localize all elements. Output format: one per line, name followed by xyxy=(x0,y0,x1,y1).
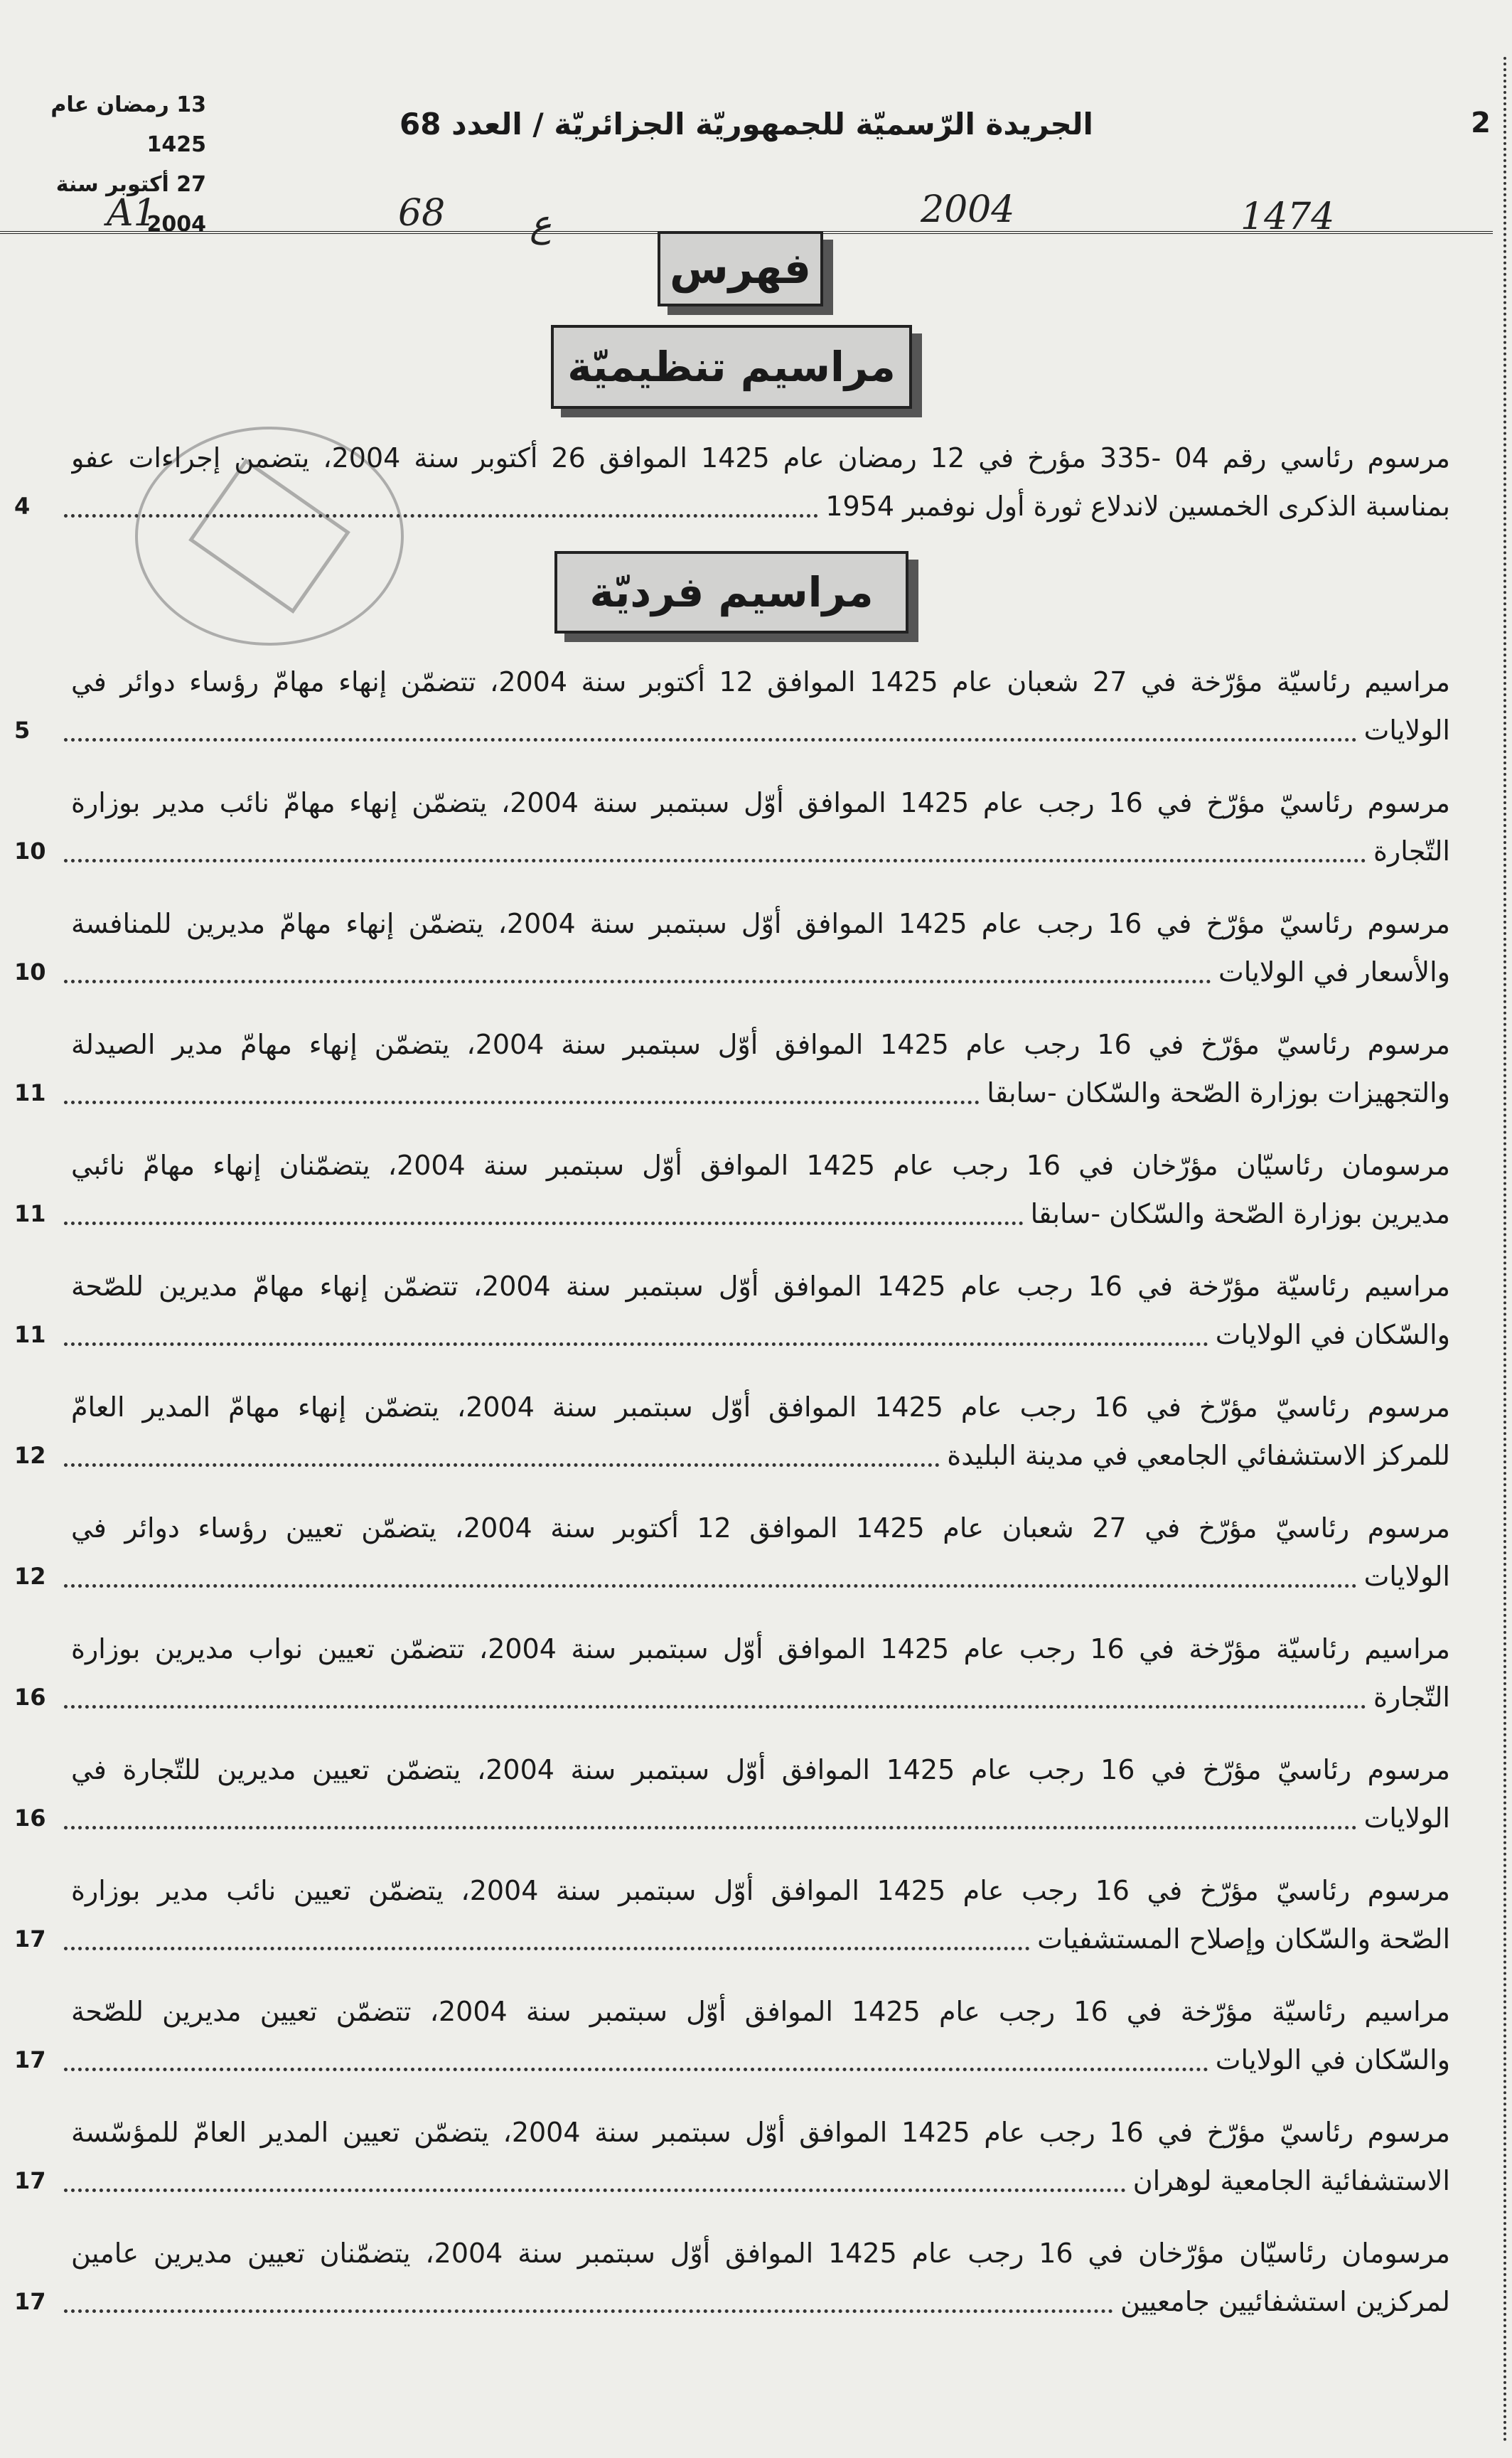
toc-entry-continuation xyxy=(57,482,1450,530)
toc-page-number: 17 xyxy=(14,2167,46,2194)
toc-entry-continuation xyxy=(57,1794,1450,1842)
toc-entry-subtitle: والأسعار في الولايات xyxy=(1218,956,1450,988)
regulatory-section-title: مراسيم تنظيميّة xyxy=(551,325,912,409)
toc-entry-subtitle: الولايات xyxy=(1363,715,1450,746)
toc-entry xyxy=(14,1141,1450,1241)
handwritten-note-4: 2004 xyxy=(921,188,1015,231)
toc-entry-title: مراسيم رئاسيّة مؤرّخة في 27 شعبان عام 1425 الموافق 12 أكتوبر سنة 2004، تتضمّن إنهاء مهامّ رؤساء دوائر في xyxy=(71,666,1450,698)
toc-entry xyxy=(14,779,1450,878)
leader-dots xyxy=(64,2189,1126,2192)
leader-dots xyxy=(64,1222,1024,1225)
toc-entry-title: مرسومان رئاسيّان مؤرّخان في 16 رجب عام 1425 الموافق أوّل سبتمبر سنة 2004، يتضمّنان إنهاء مهامّ نائبي xyxy=(71,1150,1450,1181)
hijri-date: 13 رمضان عام 1425 xyxy=(50,92,206,157)
toc-entry xyxy=(14,1625,1450,1724)
leader-dots xyxy=(64,1342,1208,1346)
toc-entry xyxy=(14,1383,1450,1482)
handwritten-note-1: A1 xyxy=(107,192,157,235)
toc-page-number: 10 xyxy=(14,958,46,985)
toc-entry xyxy=(14,1262,1450,1362)
leader-dots xyxy=(64,980,1211,983)
toc-page-number: 17 xyxy=(14,1925,46,1952)
toc-entry-continuation xyxy=(57,827,1450,875)
leader-dots xyxy=(64,859,1366,862)
gregorian-date: 27 أكتوبر سنة 2004 xyxy=(55,172,206,237)
toc-entry-continuation xyxy=(57,2277,1450,2326)
toc-entry-subtitle: الصّحة والسّكان وإصلاح المستشفيات xyxy=(1037,1923,1450,1955)
leader-dots xyxy=(64,1705,1366,1709)
toc-entry-subtitle: والسّكان في الولايات xyxy=(1215,1319,1450,1350)
leader-dots xyxy=(64,1584,1357,1588)
toc-entry-subtitle: للمركز الاستشفائي الجامعي في مدينة البليدة xyxy=(947,1440,1450,1471)
toc-page-number: 10 xyxy=(14,838,46,865)
toc-entry-continuation xyxy=(57,1431,1450,1480)
toc-entry-title: مراسيم رئاسيّة مؤرّخة في 16 رجب عام 1425 الموافق أوّل سبتمبر سنة 2004، تتضمّن تعيين مديرين للصّحة xyxy=(71,1996,1450,2027)
toc-page-number: 5 xyxy=(14,717,31,744)
leader-dots xyxy=(64,1826,1357,1829)
toc-entry-subtitle: بمناسبة الذكرى الخمسين لاندلاع ثورة أول نوفمبر 1954 xyxy=(825,491,1450,522)
journal-title: الجريدة الرّسميّة للجمهوريّة الجزائريّة / العدد 68 xyxy=(400,107,1093,141)
toc-entry-continuation xyxy=(57,948,1450,996)
toc-page-number: 17 xyxy=(14,2046,46,2073)
toc-entry-subtitle: والتجهيزات بوزارة الصّحة والسّكان -سابقا xyxy=(987,1077,1450,1108)
leader-dots xyxy=(64,1947,1030,1950)
toc-entry-title: مراسيم رئاسيّة مؤرّخة في 16 رجب عام 1425 الموافق أوّل سبتمبر سنة 2004، تتضمّن إنهاء مهامّ مديرين للصّحة xyxy=(71,1271,1450,1302)
toc-entry-subtitle: التّجارة xyxy=(1373,835,1450,867)
toc-entry-subtitle: التّجارة xyxy=(1373,1682,1450,1713)
leader-dots xyxy=(64,738,1357,742)
toc-entry-continuation xyxy=(57,2157,1450,2205)
toc-entry-continuation xyxy=(57,1552,1450,1601)
toc-page-number: 16 xyxy=(14,1805,46,1832)
handwritten-note-3: ع xyxy=(530,203,552,245)
toc-entry-title: مرسوم رئاسيّ مؤرّخ في 16 رجب عام 1425 الموافق أوّل سبتمبر سنة 2004، يتضمّن إنهاء مهامّ المدير العامّ xyxy=(71,1391,1450,1423)
toc-entry xyxy=(14,1504,1450,1603)
toc-entry-title: مرسوم رئاسي رقم 04 -335 مؤرخ في 12 رمضان عام 1425 الموافق 26 أكتوبر سنة 2004، يتضمن إجراءات عفو xyxy=(71,442,1450,474)
toc-page-number: 11 xyxy=(14,1079,46,1106)
issue-date xyxy=(0,85,206,245)
toc-entry xyxy=(14,1020,1450,1120)
handwritten-note-5: 1474 xyxy=(1240,196,1335,238)
toc-entry-title: مرسوم رئاسيّ مؤرّخ في 16 رجب عام 1425 الموافق أوّل سبتمبر سنة 2004، يتضمّن إنهاء مهامّ مديرين للمنافسة xyxy=(71,908,1450,939)
toc-entry-subtitle: والسّكان في الولايات xyxy=(1215,2044,1450,2075)
toc-entry-title: مرسوم رئاسيّ مؤرّخ في 16 رجب عام 1425 الموافق أوّل سبتمبر سنة 2004، يتضمّن تعيين مديرين للتّجارة في xyxy=(71,1754,1450,1785)
leader-dots xyxy=(64,2309,1113,2313)
toc-entry xyxy=(14,2108,1450,2208)
index-title-box: فهرس xyxy=(658,231,823,306)
leader-dots xyxy=(64,1463,940,1467)
toc-entry-subtitle: الاستشفائية الجامعية لوهران xyxy=(1132,2165,1450,2196)
toc-entry xyxy=(14,434,1450,533)
toc-entry-subtitle: مديرين بوزارة الصّحة والسّكان -سابقا xyxy=(1030,1198,1450,1229)
toc-entry-continuation xyxy=(57,1310,1450,1359)
individual-section-title: مراسيم فرديّة xyxy=(554,551,908,634)
toc-entry-continuation xyxy=(57,1673,1450,1721)
toc-entry-title: مراسيم رئاسيّة مؤرّخة في 16 رجب عام 1425 الموافق أوّل سبتمبر سنة 2004، تتضمّن تعيين نواب مديرين بوزارة xyxy=(71,1633,1450,1665)
toc-entry xyxy=(14,1746,1450,1845)
toc-entry xyxy=(14,1866,1450,1966)
toc-entry-continuation xyxy=(57,706,1450,754)
toc-page-number: 11 xyxy=(14,1321,46,1348)
toc-entry xyxy=(14,658,1450,757)
toc-entry-title: مرسوم رئاسيّ مؤرّخ في 16 رجب عام 1425 الموافق أوّل سبتمبر سنة 2004، يتضمّن إنهاء مهامّ مدير الصيدلة xyxy=(71,1029,1450,1060)
toc-entry-title: مرسومان رئاسيّان مؤرّخان في 16 رجب عام 1425 الموافق أوّل سبتمبر سنة 2004، يتضمّنان تعيين مديرين عامين xyxy=(71,2238,1450,2269)
toc-entry-title: مرسوم رئاسيّ مؤرّخ في 27 شعبان عام 1425 الموافق 12 أكتوبر سنة 2004، يتضمّن تعيين رؤساء دوائر في xyxy=(71,1512,1450,1544)
toc-page-number: 12 xyxy=(14,1563,46,1590)
toc-entry xyxy=(14,1987,1450,2087)
toc-page-number: 11 xyxy=(14,1200,46,1227)
toc-entry-title: مرسوم رئاسيّ مؤرّخ في 16 رجب عام 1425 الموافق أوّل سبتمبر سنة 2004، يتضمّن تعيين المدير العامّ للمؤسّسة xyxy=(71,2117,1450,2148)
toc-entry-subtitle: لمركزين استشفائيين جامعيين xyxy=(1120,2286,1450,2317)
toc-entry xyxy=(14,2229,1450,2329)
leader-dots xyxy=(64,2068,1208,2071)
toc-page-number: 16 xyxy=(14,1684,46,1711)
toc-entry-title: مرسوم رئاسيّ مؤرّخ في 16 رجب عام 1425 الموافق أوّل سبتمبر سنة 2004، يتضمّن إنهاء مهامّ نائب مدير بوزارة xyxy=(71,787,1450,818)
leader-dots xyxy=(64,1101,980,1104)
toc-page-number: 4 xyxy=(14,493,31,520)
page-number: 2 xyxy=(1471,107,1491,139)
handwritten-note-2: 68 xyxy=(398,192,446,235)
toc-entry-subtitle: الولايات xyxy=(1363,1561,1450,1592)
toc-entry-continuation xyxy=(57,1069,1450,1117)
toc-entry-subtitle: الولايات xyxy=(1363,1802,1450,1834)
toc-entry-title: مرسوم رئاسيّ مؤرّخ في 16 رجب عام 1425 الموافق أوّل سبتمبر سنة 2004، يتضمّن تعيين نائب مدير بوزارة xyxy=(71,1875,1450,1906)
toc-entry-continuation xyxy=(57,1915,1450,1963)
toc-entry xyxy=(14,899,1450,999)
leader-dots xyxy=(64,514,818,518)
toc-entry-continuation xyxy=(57,1190,1450,1238)
toc-page-number: 12 xyxy=(14,1442,46,1469)
toc-entry-continuation xyxy=(57,2036,1450,2084)
page-border xyxy=(1503,57,1506,2444)
toc-page-number: 17 xyxy=(14,2288,46,2315)
